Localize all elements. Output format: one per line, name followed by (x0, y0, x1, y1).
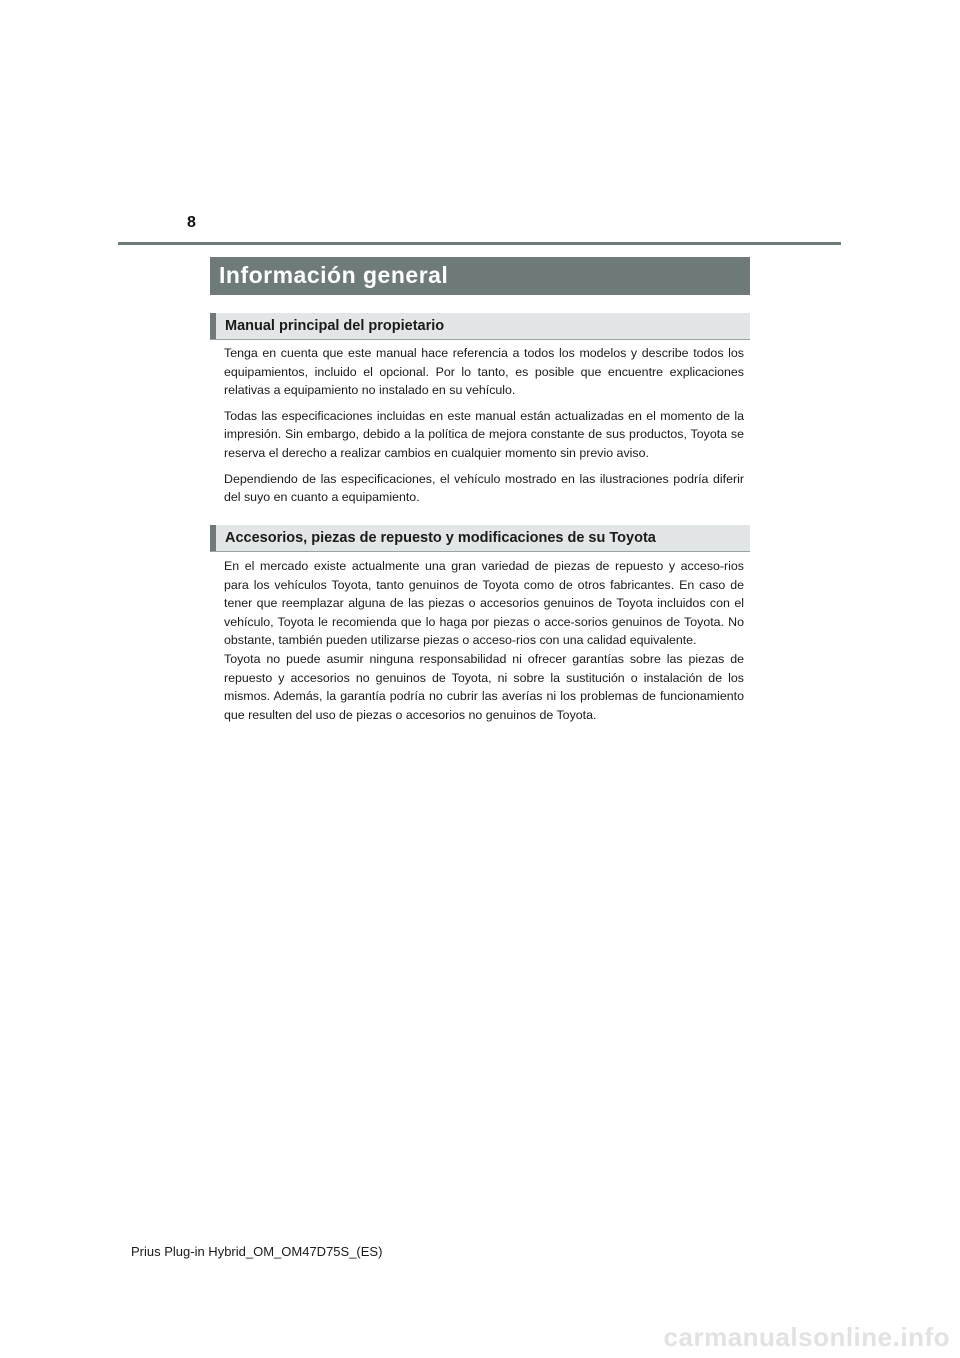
section-title: Manual principal del propietario (225, 318, 445, 334)
section-heading-accessories (210, 525, 750, 552)
header-rule (118, 242, 841, 245)
section-heading-owners-manual (210, 313, 750, 340)
section-heading-bar (210, 525, 216, 551)
page-number: 8 (187, 214, 196, 231)
paragraph: Dependiendo de las especificaciones, el vehículo mostrado en las ilustraciones podría diferir del suyo en cuanto a equipamiento. (224, 471, 744, 505)
paragraph: Toyota no puede asumir ninguna responsabilidad ni ofrecer garantías sobre las piezas de repuesto y accesorios no genuinos de Toyota, ni sobre la sustitución o instalación de los mismos. Además, la garantía podría no cubrir las averías ni los problemas de funcionamiento que resulten del uso de piezas o accesorios no genuinos de Toyota. (224, 651, 744, 722)
paragraph: Tenga en cuenta que este manual hace referencia a todos los modelos y describe todos los equipamientos, incluido el opcional. Por lo tanto, es posible que encuentre explicaciones relativas a equipamiento no instalado en su vehículo. (224, 346, 744, 398)
section-heading-bar (210, 313, 216, 339)
section-title: Accesorios, piezas de repuesto y modificaciones de su Toyota (225, 530, 656, 546)
paragraph: Todas las especificaciones incluidas en este manual están actualizadas en el momento de la impresión. Sin embargo, debido a la política de mejora constante de sus productos, Toyota se reserva el derecho a realizar cambios en cualquier momento sin previo aviso. (224, 408, 744, 460)
section-body-accessories (224, 557, 744, 724)
page-title: Información general (210, 257, 750, 295)
document-footer: Prius Plug-in Hybrid_OM_OM47D75S_(ES) (131, 1244, 383, 1259)
watermark: carmanualsonline.info (663, 1322, 950, 1352)
section-body-owners-manual (224, 344, 744, 514)
paragraph: En el mercado existe actualmente una gran variedad de piezas de repuesto y acceso-rios para los vehículos Toyota, tanto genuinos de Toyota como de otros fabricantes. En caso de tener que reemplazar alguna de las piezas o accesorios genuinos de Toyota incluidos con el vehículo, Toyota le recomienda que lo haga por piezas o acce-sorios genuinos de Toyota. No obstante, también pueden utilizarse piezas o acceso-rios con una calidad equivalente. (224, 559, 744, 648)
